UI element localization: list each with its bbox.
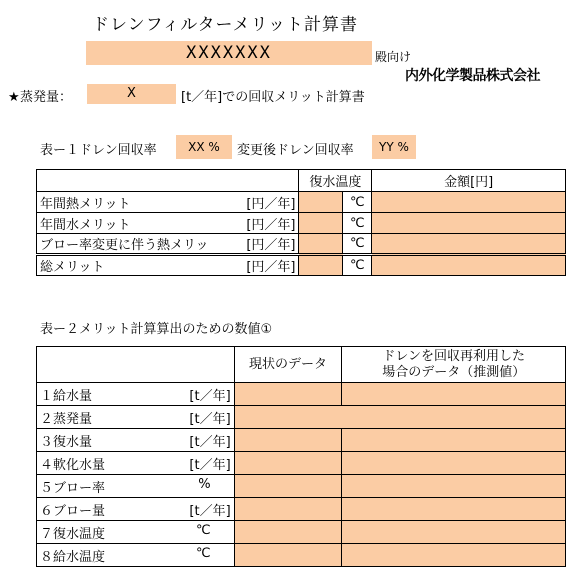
row-label: 年間熱メリット: [40, 196, 131, 212]
table-header-row: [37, 347, 566, 383]
header-reuse: [342, 347, 566, 383]
document-title: ドレンフィルターメリット計算書: [92, 15, 359, 35]
table-row: [37, 255, 566, 276]
table-row: [37, 498, 566, 521]
amount-input-cell[interactable]: [372, 192, 566, 213]
customer-honorific: 殿向け: [375, 50, 412, 64]
table-row: [37, 192, 566, 213]
row-unit: [t／年]: [189, 434, 231, 450]
current-input-cell[interactable]: [234, 544, 342, 567]
row-label: ブロー率変更に伴う熱メリッ: [40, 238, 209, 253]
row-unit: [t／年]: [189, 388, 231, 404]
temp-unit: ℃: [343, 234, 372, 255]
temp-unit: ℃: [343, 255, 372, 276]
row-unit: [円／年]: [246, 217, 296, 233]
row-label-cell: [37, 213, 299, 234]
table-row: [37, 544, 566, 567]
reuse-input-cell[interactable]: [342, 475, 566, 498]
amount-input-cell[interactable]: [372, 255, 566, 276]
table-row: [37, 521, 566, 544]
row-label: ３復水量: [40, 434, 93, 450]
new-recovery-rate-field[interactable]: YY %: [372, 135, 416, 159]
temp-input-cell[interactable]: [299, 234, 343, 255]
row-unit: [円／年]: [246, 238, 296, 253]
header-temp: 復水温度: [299, 170, 372, 192]
current-input-cell[interactable]: [234, 429, 342, 452]
star-icon: ★: [8, 90, 20, 105]
new-recovery-rate-label: 変更後ドレン回収率: [237, 143, 354, 158]
row-label-cell: [37, 234, 299, 255]
merged-input-cell[interactable]: [234, 406, 565, 429]
header-reuse-line2: 場合のデータ（推測値）: [382, 364, 526, 380]
row-label-cell: [37, 475, 235, 498]
table-header-row: [37, 170, 566, 192]
temp-input-cell[interactable]: [299, 192, 343, 213]
current-input-cell[interactable]: [234, 521, 342, 544]
reuse-input-cell[interactable]: [342, 521, 566, 544]
row-unit: [円／年]: [246, 260, 296, 275]
table-row: [37, 452, 566, 475]
row-label: ４軟化水量: [40, 457, 106, 473]
company-name: 内外化学製品株式会社: [405, 68, 540, 84]
reuse-input-cell[interactable]: [342, 544, 566, 567]
reuse-input-cell[interactable]: [342, 498, 566, 521]
row-label-cell: [37, 255, 299, 276]
header-blank: [37, 347, 235, 383]
recovery-rate-field[interactable]: XX %: [176, 135, 232, 159]
table-row: [37, 475, 566, 498]
table1-title: 表ー１ドレン回収率: [40, 143, 157, 158]
row-unit: [t／年]: [189, 411, 231, 427]
evaporation-label-text: 蒸発量：: [20, 90, 73, 105]
evaporation-suffix: [t／年]での回収メリット計算書: [181, 90, 365, 105]
table2-title: 表ー２メリット計算算出のための数値①: [40, 322, 273, 337]
current-input-cell[interactable]: [234, 383, 342, 406]
header-amount: 金額[円]: [372, 170, 566, 192]
row-label-cell: [37, 383, 235, 406]
row-unit: [t／年]: [189, 503, 231, 519]
row-label: ５ブロー率: [40, 480, 106, 496]
row-label-cell: [37, 192, 299, 213]
table-row: [37, 213, 566, 234]
row-label: 年間水メリット: [40, 217, 131, 233]
merit-table: [36, 169, 566, 276]
current-input-cell[interactable]: [234, 498, 342, 521]
header-current: 現状のデータ: [234, 347, 342, 383]
row-label: ６ブロー量: [40, 503, 106, 519]
header-reuse-line1: ドレンを回収再利用した: [382, 348, 526, 364]
temp-input-cell[interactable]: [299, 213, 343, 234]
evaporation-value-field[interactable]: X: [87, 84, 176, 104]
row-unit: [t／年]: [189, 457, 231, 473]
row-label: １給水量: [40, 388, 93, 404]
calculation-values-table: [36, 346, 566, 567]
temp-unit: ℃: [343, 213, 372, 234]
row-label-cell: [37, 544, 235, 567]
amount-input-cell[interactable]: [372, 234, 566, 255]
row-label: ２蒸発量: [40, 411, 93, 427]
row-unit: %: [198, 476, 211, 492]
row-label-cell: [37, 452, 235, 475]
customer-name-field[interactable]: XXXXXXX: [86, 41, 372, 65]
header-blank: [37, 170, 299, 192]
row-label: ８給水温度: [40, 549, 106, 565]
reuse-input-cell[interactable]: [342, 429, 566, 452]
row-unit: ℃: [196, 545, 211, 561]
row-label-cell: [37, 429, 235, 452]
reuse-input-cell[interactable]: [342, 383, 566, 406]
temp-unit: ℃: [343, 192, 372, 213]
temp-input-cell[interactable]: [299, 255, 343, 276]
amount-input-cell[interactable]: [372, 213, 566, 234]
current-input-cell[interactable]: [234, 475, 342, 498]
table-row: [37, 234, 566, 255]
table-row: [37, 406, 566, 429]
table-row: [37, 383, 566, 406]
row-label-cell: [37, 498, 235, 521]
row-unit: [円／年]: [246, 196, 296, 212]
reuse-input-cell[interactable]: [342, 452, 566, 475]
evaporation-label: [8, 86, 72, 105]
row-label-cell: [37, 406, 235, 429]
table-row: [37, 429, 566, 452]
current-input-cell[interactable]: [234, 452, 342, 475]
row-unit: ℃: [196, 522, 211, 538]
row-label: ７復水温度: [40, 526, 106, 542]
row-label-cell: [37, 521, 235, 544]
row-label: 総メリット: [40, 260, 105, 275]
